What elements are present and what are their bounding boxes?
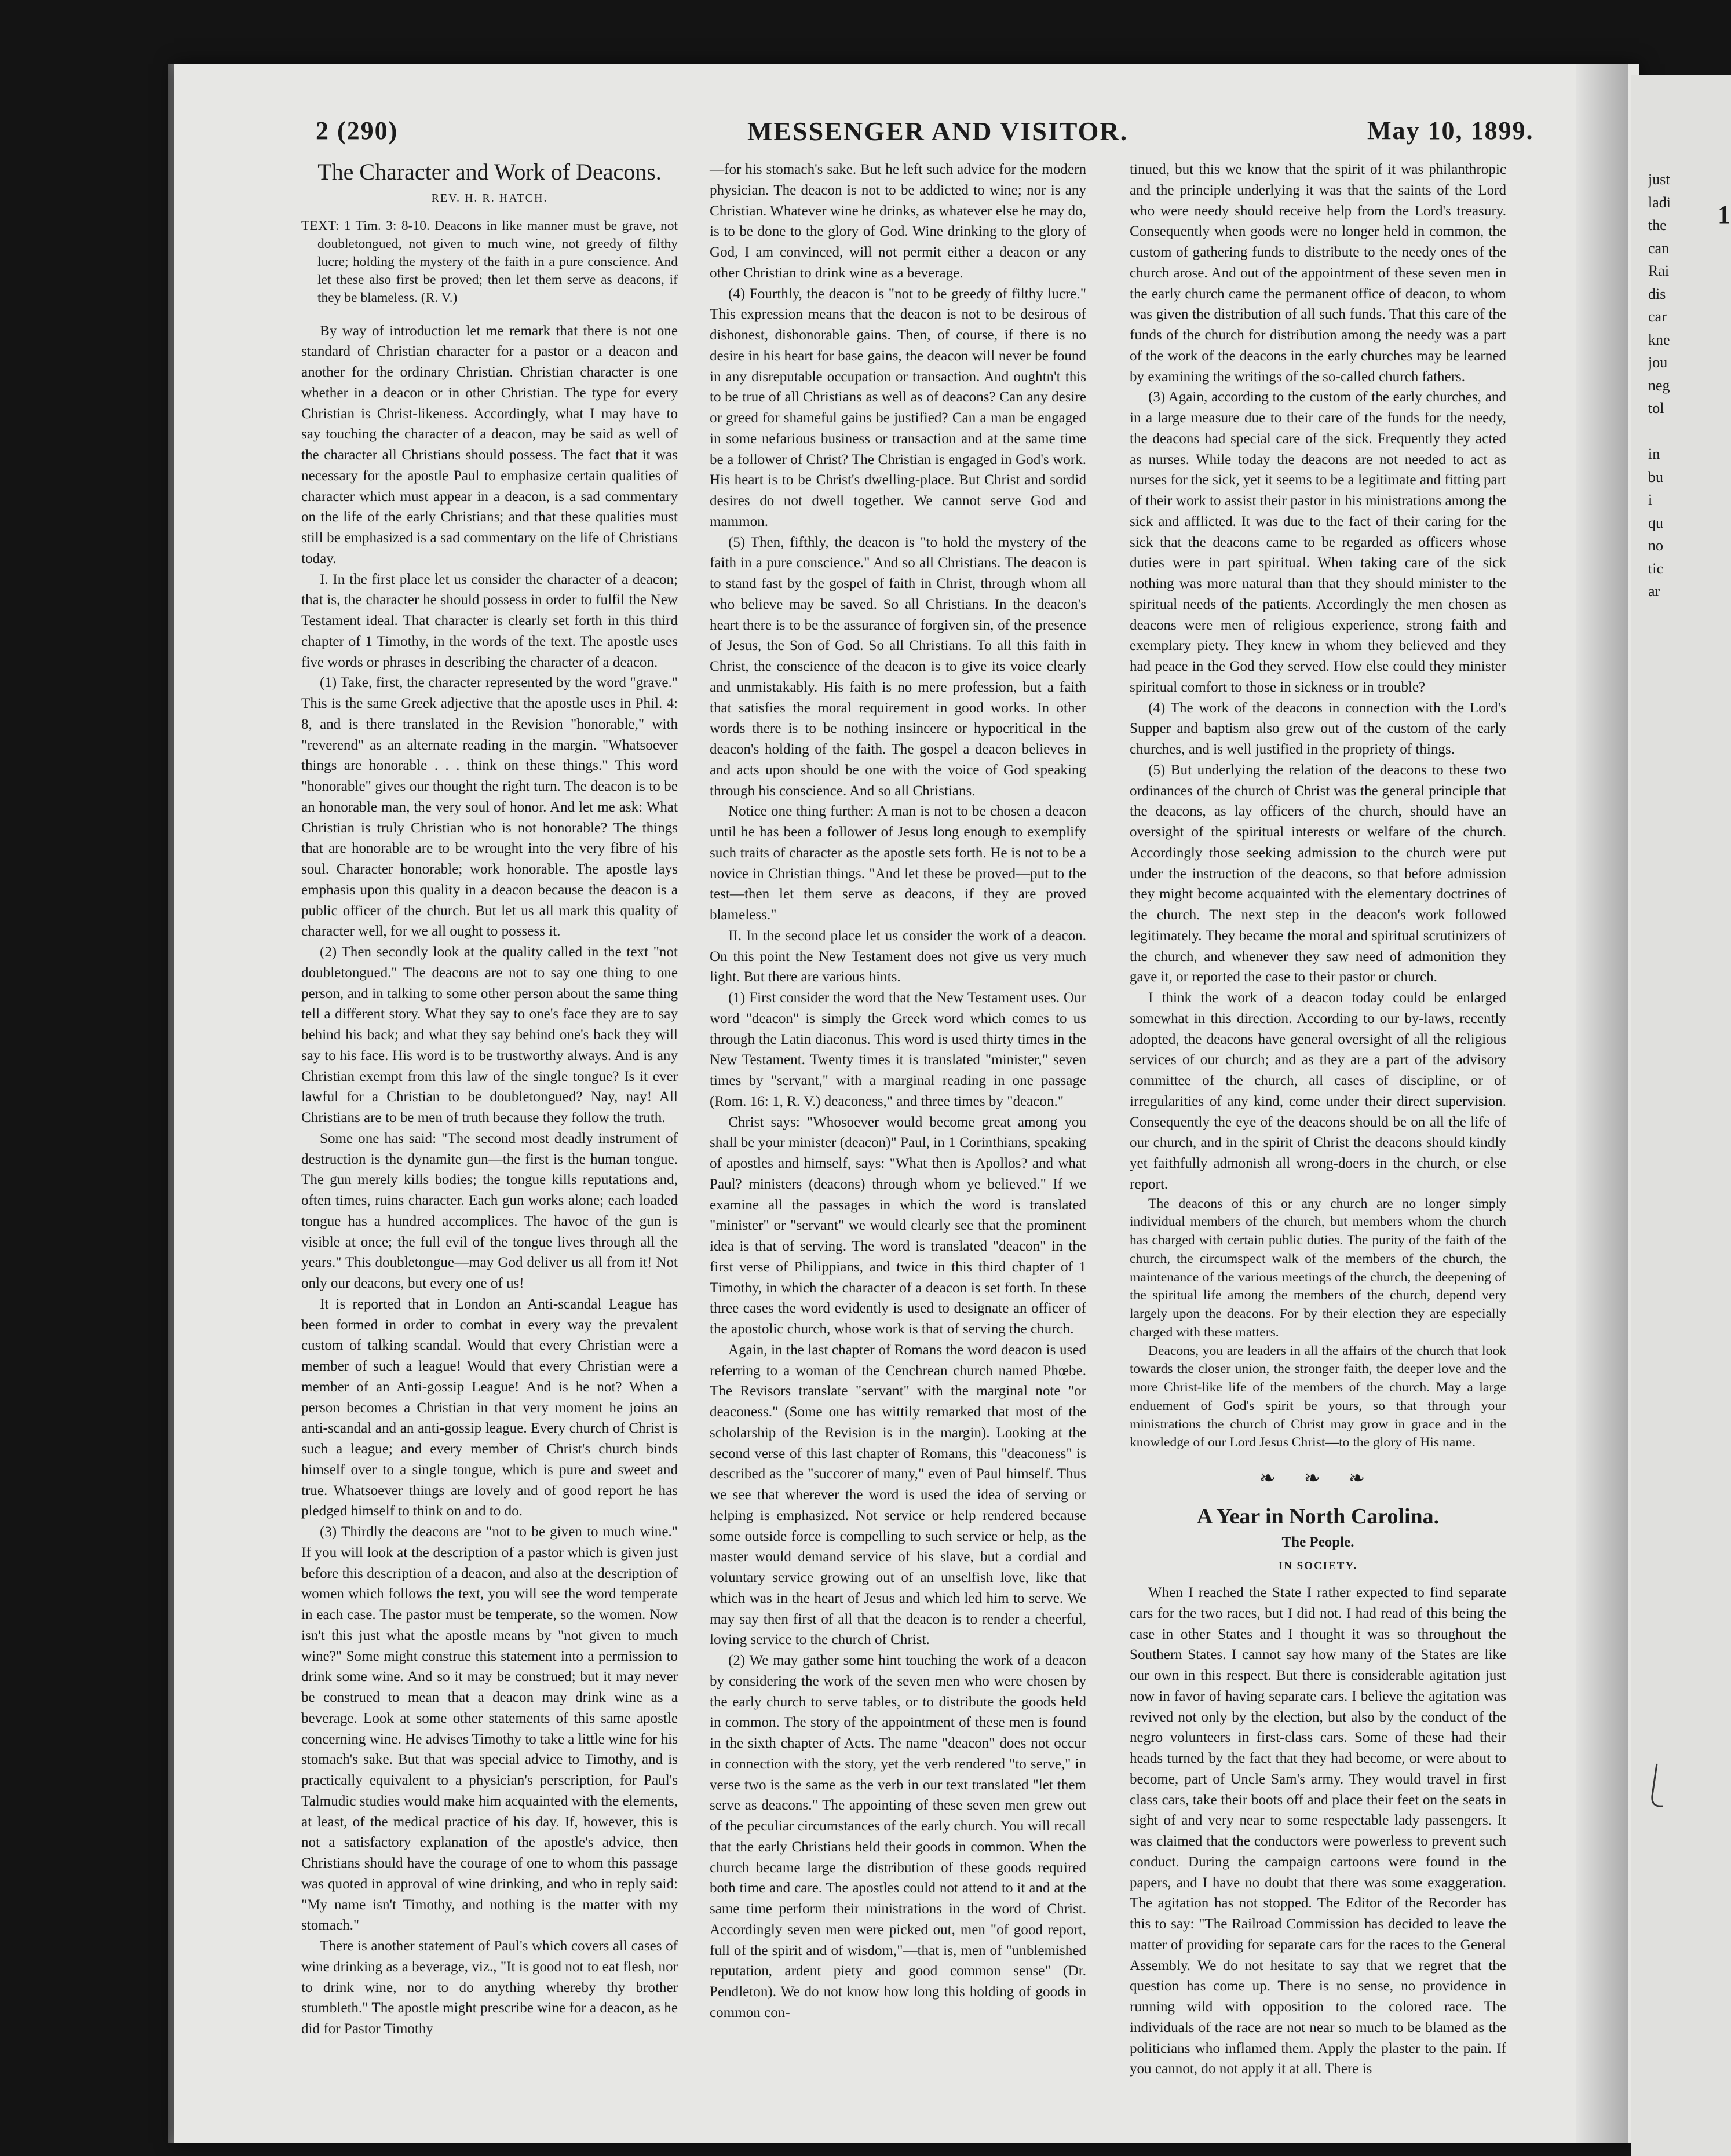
paragraph: (2) We may gather some hint touching the work of a deacon by considering the work of the seven men who were chosen by the early church to serve tables, or to distribute the goods held in common. The story of the appointment of these men is found in the sixth chapter of Acts. The name "deacon" does not occur in connection with the story, yet the verb rendered "to serve," in verse two is the same as the verb in our text translated "let them serve as deacons." The appointing of these seven men grew out of the peculiar circumstances of the early church. You will recall that the early Christians held their goods in common. When the church became large the distribution of these goods required both time and care. The apostles could not attend to it and at the same time perform their ministrations in the word of Christ. Accordingly seven men were picked out, men "of good report, full of the spirit and of wisdom,"—that is, men of "unblemished reputation, ardent piety and good common sense" (Dr. Pendleton). We do not know how long this holding of goods in common con- bbox=[710, 1653, 1086, 2020]
paragraph: It is reported that in London an Anti-scandal League has been formed in order to combat in every way the prevalent custom of talking scandal. Would that every Christian were a member of such a league! Would that every Christian were a member of an Anti-gossip League! And is he not? When a person becomes a Christian in that very moment he joins an anti-scandal and an anti-gossip league. Every church of Christ is such a league; and every member of Christ's church binds himself over to a single tongue, which is pure and sweet and true. Whatsoever things are lovely and of good report he has pledged himself to think on and to do. bbox=[301, 1296, 678, 1519]
paragraph: (3) Thirdly the deacons are "not to be given to much wine." If you will look at the description of a pastor which is given just before this description of a deacon, and also at the description of women which follows the text, you will see the word temperate in each case. The pastor must be temperate, so the women. Now isn't this just what the apostle means by "not given to much wine?" Some might construe this statement into a permission to drink some wine. And so it may be construed; but it may never be construed to mean that a deacon may drink wine as a beverage. Look at some other statements of this same apostle concerning wine. He advises Timothy to take a little wine for his stomach's sake. But that was special advice to Timothy, and is practically equivalent to a physician's perscription, for Paul's Talmudic studies would make him acquainted with the elements, at least, of the medical practice of his day. If, however, this is not a satisfactory explanation of the apostle's advice, then Christians should have the courage of one to whom this passage was quoted in approval of wine drinking, and who in reply said: "My name isn't Timothy, and nothing is the matter with my stomach." bbox=[301, 1524, 678, 1934]
paragraph: (4) The work of the deacons in connection with the Lord's Supper and baptism also grew out of the custom of the early churches, and is well justified in the propriety of things. bbox=[1130, 700, 1506, 757]
paragraph: —for his stomach's sake. But he left such advice for the modern physician. The deacon is not to be addicted to wine; nor is any Christian. Whatever wine he drinks, as whatever else he may do, is to be done to the glory of God. Wine drinking to the glory of God, I am convinced, will not permit either a deacon or any other Christian to drink wine as a beverage. bbox=[710, 162, 1086, 281]
adjacent-page-number: 1 bbox=[1718, 200, 1730, 229]
paragraph: tinued, but this we know that the spirit of it was philanthropic and the principle underlying it was that the saints of the Lord who were needy should receive help from the Lord's treasury. Consequently when goods were no longer held in common, the custom of gathering funds to distribute to the needy ones of the church arose. And out of the appointment of these seven men in the early church came the permanent office of deacon, to whom was given the distribution of all such funds. That this care of the funds of the church for distribution among the needy was a part of the work of the deacons in the early churches may be learned by examining the writings of the so-called church fathers. bbox=[1130, 162, 1506, 385]
paragraph: Again, in the last chapter of Romans the word deacon is used referring to a woman of the Cenchrean church named Phœbe. The Revisors translate "servant" with the marginal note "or deaconess." (Some one has wittily remarked that most of the scholarship of the Revision is in the margin). Looking at the second verse of this last chapter of Romans, this "deaconess" is described as the "succorer of many," even of Paul himself. Thus we see that wherever the word is used the idea of serving or helping is emphasized. Not service or help rendered because some outside force is compelling to such service or help, as the master would demand service of his slave, but a cordial and voluntary service growing out of an unselfish love, like that which was in the heart of Jesus and which led him to serve. We may say then first of all that the deacon is to render a cheerful, loving service to the church of Christ. bbox=[710, 1342, 1086, 1648]
article-byline: REV. H. R. HATCH. bbox=[431, 191, 548, 204]
page-number: 2 (290) bbox=[316, 116, 399, 145]
paragraph: Notice one thing further: A man is not to be chosen a deacon until he has been a follower of Jesus long enough to exemplify such traits of character as the apostle sets forth. He is not to be a novice in Christian things. "And let these be proved—put to the test—then let them serve as deacons, if they are proved blameless." bbox=[710, 803, 1086, 923]
paragraph: The deacons of this or any church are no longer simply individual members of the church, but members whom the church has charged with certain public duties. The purity of the faith of the church, the circumspect walk of the members of the church, the maintenance of the various meetings of the church, the deepening of the spiritual life among the members of the church, depend very largely upon the deacons. For by their election they are especially charged with these matters. bbox=[1130, 1196, 1506, 1340]
paragraph: By way of introduction let me remark that there is not one standard of Christian character for a pastor or a deacon and another for the ordinary Christian. Christian character is one whether in a deacon or in other Christian. The type for every Christian is Christ-likeness. Accordingly, what I may have to say touching the character of a deacon, may be said as well of the character all Christians should possess. The fact that it was necessary for the apostle Paul to emphasize certain qualities of character which must appear in a deacon, is a sad commentary on the life of the early Christians; and that these qualities must still be emphasized is a sad commentary on the life of Christians today. bbox=[301, 323, 678, 567]
paragraph: There is another statement of Paul's which covers all cases of wine drinking as a beverage, viz., "It is good not to eat flesh, nor to drink wine, nor to do anything whereby thy brother stumbleth." The apostle might prescribe wine for a deacon, as he did for Pastor Timothy bbox=[301, 1938, 678, 2037]
paragraph: When I reached the State I rather expected to find separate cars for the two races, but I did not. I had read of this being the case in other States and I thought it was so throughout the Southern States. I cannot say how many of the States are like our own in this respect. But there is considerable agitation just now in favor of having separate cars. I believe the agitation was revived not only by the election, but also by the conduct of the negro volunteers in first-class cars. Some of these had their heads turned by the fact that they had become, or were about to become, part of Uncle Sam's army. They would travel in first class cars, take their boots off and place their feet on the seats in sight of and very near to some respectable lady passengers. It was claimed that the conductors were powerless to prevent such conduct. During the campaign cartoons were found in the papers, and I have no doubt that there was some exaggeration. The agitation has not stopped. The Editor of the Recorder has this to say: "The Railroad Commission has decided to leave the matter of providing for separate cars for the races to the General Assembly. We do not hesitate to say that we regret that the question has come up. There is no sense, no providence in running wild with opposition to the colored race. The individuals of the race are not near so much to be blamed as the politicians who inflamed them. Apply the plaster to the pain. If you cannot, do not apply it at all. There is bbox=[1130, 1585, 1506, 2077]
adjacent-page-text: just ladi the can Rai dis car kne jou neg tol in bu i qu no tic ar bbox=[1648, 171, 1671, 600]
paragraph: (1) Take, first, the character represented by the word "grave." This is the same Greek adjective that the apostle uses in Phil. 4: 8, and is there translated in the Revision "honorable," with "reverend" as an alternate reading in the margin. "Whatsoever things are honorable . . . think on these things." This word "honorable" gives our thought the right turn. The deacon is to be an honorable man, the very soul of honor. And let me ask: What Christian is truly Christian who is not honorable? The things that are honorable are to be wrought into the very fibre of his soul. Character honorable; work honorable. The apostle lays emphasis upon this quality in a deacon because the deacon is a public officer of the church. But let us all mark this quality of character well, for we all ought to possess it. bbox=[301, 675, 678, 940]
article-body-col1 bbox=[301, 321, 678, 2040]
closing-paragraphs bbox=[1130, 1195, 1506, 1453]
page-margin-right bbox=[1576, 64, 1628, 2143]
column-3 bbox=[1130, 159, 1506, 2080]
paragraph: (4) Fourthly, the deacon is "not to be greedy of filthy lucre." This expression means that the deacon is not to be desirous of dishonest, dishonorable gains. Then, of course, if there is no desire in his heart for base gains, the deacon will never be found in any disreputable occupation or transaction. And oughtn't this to be true of all Christians as well as of deacons? Can any desire or greed for shameful gains be justified? Can a man be engaged in some nefarious business or transaction and at the same time be a follower of Christ? The Christian is engaged in God's work. His heart is to be Christ's dwelling-place. But Christ and sordid desires do not dwell together. We cannot serve God and mammon. bbox=[710, 286, 1086, 529]
paragraph: Some one has said: "The second most deadly instrument of destruction is the dynamite gun—the first is the human tongue. The gun merely kills bodies; the tongue kills reputations and, often times, ruins character. Each gun works alone; each loaded tongue has a hundred accomplices. The havoc of the gun is visible at once; the full evil of the tongue lives through all the years." This doubletongue—may God deliver us all from it! Not only our deacons, but every one of us! bbox=[301, 1130, 678, 1291]
masthead: MESSENGER AND VISITOR. bbox=[747, 116, 1129, 146]
article-title: The Character and Work of Deacons. bbox=[317, 159, 662, 185]
article-subtitle: The People. bbox=[1281, 1534, 1354, 1550]
paragraph: (2) Then secondly look at the quality called in the text "not doubletongued." The deacons are not to say one thing to one person, and in talking to some other person about the same thing tell a different story. What they say to one's face they are to say behind his back; and what they say behind one's back they will say to his face. His word is to be trustworthy always. And is any Christian exempt from this law of the single tongue? Is it ever lawful for a Christian to be doubletongued? Nay, nay! All Christians are to be men of truth because they follow the truth. bbox=[301, 944, 678, 1125]
paragraph: II. In the second place let us consider the work of a deacon. On this point the New Testament does not give us very much light. But there are various hints. bbox=[710, 927, 1086, 985]
paragraph: (1) First consider the word that the New Testament uses. Our word "deacon" is simply the Greek word which comes to us through the Latin diaconus. This word is used thirty times in the New Testament. Twenty times it is translated "minister," seven times by "servant," with a marginal reading in one passage (Rom. 16: 1, R. V.) deaconess," and three times by "deacon." bbox=[710, 990, 1086, 1109]
paragraph: Christ says: "Whosoever would become great among you shall be your minister (deacon)" Paul, in 1 Corinthians, speaking of apostles and himself, says: "What then is Apollos? and what Paul? ministers (deacons) through whom ye believed." If we examine all the passages in which the word is translated "minister" or "servant" we would clearly see that the prominent idea is that of serving. The word is translated "deacon" in the first verse of Philippians, and twice in this third chapter of 1 Timothy, in which the character of a deacon is set forth. In these three cases the word evidently is used to designate an officer of the apostolic church, whose work is that of serving the church. bbox=[710, 1114, 1086, 1337]
paragraph: I think the work of a deacon today could be enlarged somewhat in this direction. According to our by-laws, recently adopted, the deacons have general oversight of all the religious services of our church; and as they are a part of the advisory committee of the church, all cases of discipline, or of irregularities of any kind, come under their direct supervision. Consequently the eye of the deacons should be on all the life of our church, and in the spirit of Christ the deacons should kindly yet faithfully admonish all wrong-doers in the church, or else report. bbox=[1130, 990, 1506, 1192]
scripture-text: TEXT: 1 Tim. 3: 8-10. Deacons in like manner must be grave, not doubletongued, not given to much wine, not greedy of filthy lucre; holding the mystery of the faith in a pure conscience. And let these also first be proved; then let them serve as deacons, if they be blameless. (R. V.) bbox=[301, 218, 678, 305]
paragraph: Deacons, you are leaders in all the affairs of the church that look towards the closer union, the stronger faith, the deeper love and the more Christ-like life of the members of the church. May a large enduement of God's spirit be yours, so that through your ministrations the church of Christ may grow in grace and in the knowledge of our Lord Jesus Christ—to the glory of His name. bbox=[1130, 1343, 1506, 1450]
column-2 bbox=[710, 159, 1086, 2023]
paragraph: (3) Again, according to the custom of the early churches, and in a large measure due to their care of the funds for the needy, the deacons had special care of the sick. Frequently they acted as nurses. While today the deacons are not needed to act as nurses for the sick, yet it seems to be a legitimate and fitting part of their work to assist their pastor in his ministrations among the sick and afflicted. It was due to the fact of their caring for the sick that the deacons came to be regarded as officers whose duties were in part spiritual. When taking care of the sick nothing was more natural than that they should minister to the spiritual needs of the patients. Accordingly the men chosen as deacons were men of religious experience, strong faith and exemplary piety. They knew in whom they believed and they had peace in the God they served. How else could they minister spiritual comfort to those in sickness or in trouble? bbox=[1130, 389, 1506, 695]
paragraph: I. In the first place let us consider the character of a deacon; that is, the character he should possess in order to fulfil the New Testament ideal. That character is clearly set forth in this third chapter of 1 Timothy, in the words of the text. The apostle uses five words or phrases in describing the character of a deacon. bbox=[301, 571, 678, 670]
issue-date: May 10, 1899. bbox=[1367, 116, 1534, 145]
paragraph: (5) But underlying the relation of the deacons to these two ordinances of the church of Christ was the general principle that the deacons, as lay officers of the church, should have an oversight of the spiritual interests or welfare of the church. Accordingly those seeking admission to the church were put under the instruction of the deacons, so that before admission they might become acquainted with the elementary doctrines of the church. The next step in the deacon's work followed legitimately. They became the moral and spiritual scrutinizers of the church, and whenever they saw need of admonition they gave it, or reported the case to their pastor or church. bbox=[1130, 762, 1506, 985]
pencil-mark-icon bbox=[1645, 1761, 1668, 1813]
ornament-divider: ❧ ❧ ❧ bbox=[1259, 1468, 1377, 1489]
article-title-2: A Year in North Carolina. bbox=[1196, 1504, 1440, 1529]
paragraph: (5) Then, fifthly, the deacon is "to hold the mystery of the faith in a pure conscience." And so all Christians. The deacon is to stand fast by the gospel of faith in Christ, through whom all who believe may be saved. So all Christians. In the deacon's heart there is to be the assurance of forgiven sin, of the presence of Jesus, the Son of God. So all Christians. To all this faith in Christ, the conscience of the deacon is to give its voice clearly and unmistakably. His faith is no mere profession, but a faith that satisfies the moral requirement in good works. In other words there is to be nothing insincere or hypocritical in the deacon's holding of the faith. The gospel a deacon believes in and acts upon should be one with the voice of God speaking through his conscience. And so all Christians. bbox=[710, 534, 1086, 799]
section-heading: IN SOCIETY. bbox=[1278, 1560, 1358, 1573]
column-1 bbox=[301, 159, 678, 2040]
adjacent-page-fragment bbox=[1631, 75, 1731, 2156]
